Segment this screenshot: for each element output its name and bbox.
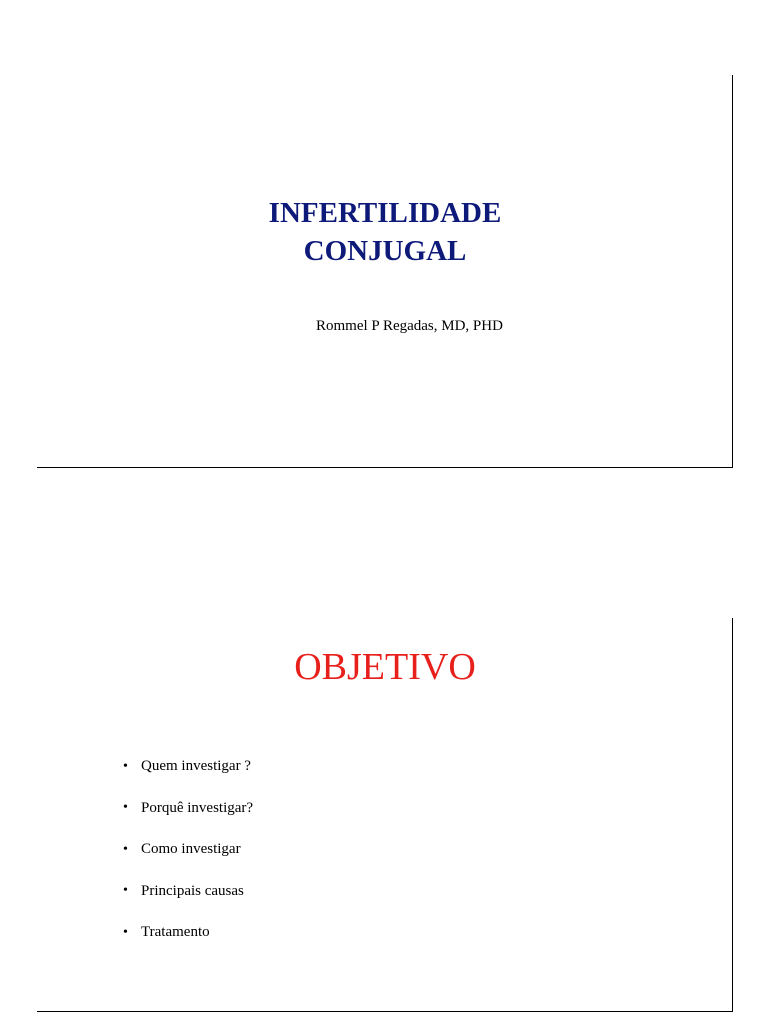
author-line: Rommel P Regadas, MD, PHD — [316, 318, 503, 334]
bullet-dot-icon: • — [123, 883, 128, 899]
list-item-text: Quem investigar ? — [141, 758, 251, 775]
slide-1 — [37, 0, 733, 468]
bullet-dot-icon: • — [123, 924, 128, 940]
bullet-dot-icon: • — [123, 841, 128, 857]
slide-border-bottom — [37, 1011, 733, 1012]
slide-border-right — [732, 75, 733, 468]
slide-title — [37, 194, 733, 270]
list-item — [123, 746, 253, 788]
list-item — [123, 871, 253, 913]
bullet-dot-icon: • — [123, 800, 128, 816]
list-item-text: Tratamento — [141, 924, 210, 941]
title-line-2: CONJUGAL — [303, 235, 467, 267]
list-item-text: Principais causas — [141, 882, 244, 899]
slide-2 — [37, 544, 733, 1012]
list-item — [123, 829, 253, 871]
bullet-dot-icon: • — [123, 758, 128, 774]
list-item-text: Como investigar — [141, 841, 241, 858]
title-line-1: INFERTILIDADE — [268, 197, 502, 229]
slide-border-bottom — [37, 467, 733, 468]
slide-title: OBJETIVO — [294, 646, 476, 688]
bullet-list — [123, 746, 253, 954]
list-item-text: Porquê investigar? — [141, 799, 254, 816]
list-item — [123, 912, 253, 954]
list-item — [123, 788, 253, 830]
